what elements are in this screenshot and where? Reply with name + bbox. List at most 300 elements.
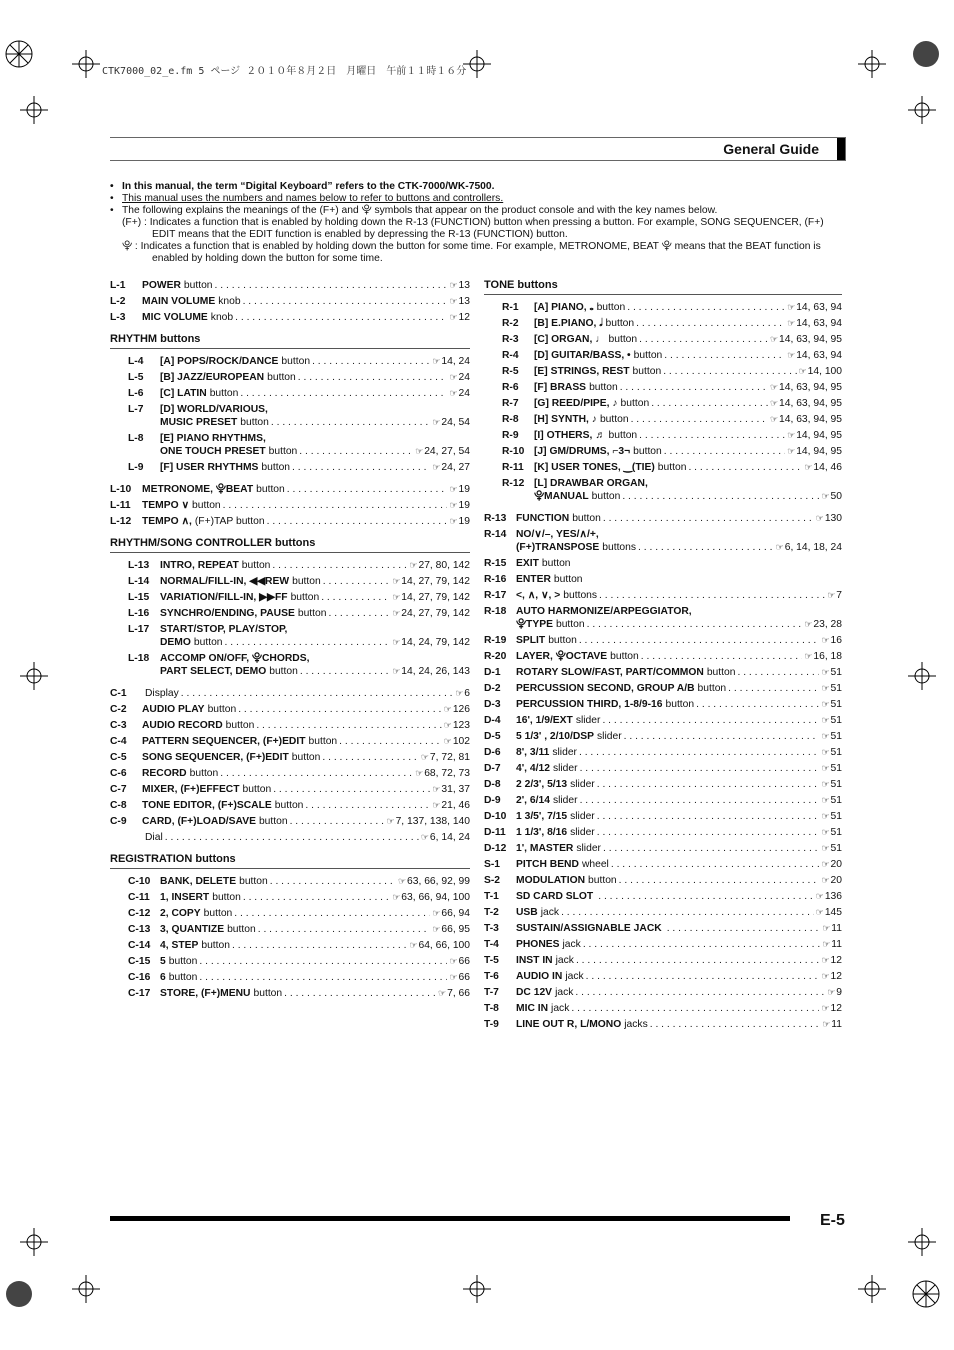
index-entry (110, 311, 470, 324)
page-reference: ☞ 102 (444, 735, 470, 748)
leader-dots (579, 746, 819, 759)
page-reference: ☞ 20 (821, 874, 842, 887)
registration-wheel-icon (5, 40, 33, 68)
page-reference: ☞ 7, 66 (438, 987, 470, 1000)
entry-type: button (553, 574, 583, 585)
page-reference: ☞ 14, 27, 79, 142 (392, 575, 470, 588)
bottom-rule (110, 1216, 790, 1221)
entry-id: C-8 (110, 800, 127, 811)
entry-type: knob (218, 296, 241, 307)
index-entry (484, 512, 842, 525)
page-reference: ☞ 12 (821, 970, 842, 983)
crosshair-icon (20, 96, 48, 124)
leader-dots (667, 922, 821, 935)
leader-dots (650, 1018, 820, 1031)
index-entry (484, 938, 842, 951)
entry-name: 4, STEP (160, 940, 199, 951)
index-entry (110, 767, 470, 780)
entry-name: 1 3/5', 7/15 (516, 811, 568, 822)
entry-name: MIC IN (516, 1003, 549, 1014)
index-entry (484, 445, 842, 458)
page-reference: ☞ 12 (821, 1002, 842, 1015)
leader-dots (580, 794, 820, 807)
page-reference: ☞ 11 (822, 922, 842, 935)
entry-name: LAYER, ⯓OCTAVE (516, 651, 608, 662)
entry-name: MIXER, (F+)EFFECT (142, 784, 240, 795)
leader-dots (587, 618, 803, 631)
page-reference: ☞ 14, 63, 94, 95 (770, 397, 842, 410)
page-reference: ☞ 7 (827, 589, 842, 602)
page-reference: ☞ 9 (827, 986, 842, 999)
entry-type: buttons (602, 542, 637, 553)
index-entry (484, 477, 842, 503)
entry-type: jack (551, 1003, 570, 1014)
entry-id: C-12 (128, 908, 151, 919)
entry-id: L-11 (110, 500, 131, 511)
entry-name: MUSIC PRESET (160, 417, 238, 428)
crosshair-icon (72, 50, 100, 78)
entry-name: AUDIO RECORD (142, 720, 223, 731)
page-reference: ☞ 14, 27, 79, 142 (392, 591, 470, 604)
leader-dots (234, 907, 430, 920)
index-entry (484, 333, 842, 346)
page-reference: ☞ 12 (821, 954, 842, 967)
leader-dots (571, 1002, 819, 1015)
entry-type: button (281, 356, 311, 367)
index-entry (484, 810, 842, 823)
entry-id: R-17 (484, 590, 507, 601)
page-reference: ☞ 7, 72, 81 (421, 751, 470, 764)
entry-name: DC 12V (516, 987, 553, 998)
entry-id: L-3 (110, 312, 126, 323)
entry-id: L-18 (128, 653, 150, 664)
index-entry (484, 826, 842, 839)
page-reference: ☞ 66, 95 (432, 923, 470, 936)
title-bar-tab (837, 138, 845, 160)
intro-note: (F+) : Indicates a function that is enabled by holding down the R-13 (FUNCTION) button when pressing a button. For example, SONG SEQUENCER, (F+) EDIT means that the EDIT function is enabled by depressing the R-13 (FUNCTION) button. (122, 217, 824, 240)
index-entry (110, 799, 470, 812)
intro-note: ⯓ : Indicates a function that is enabled by holding down the button for some time. For example, METRONOME, BEAT ⯓ means that the BEAT function is enabled by holding down the button for some time. (122, 241, 821, 264)
entry-name: LINE OUT R, L/MONO (516, 1019, 622, 1030)
page-reference: ☞ 126 (444, 703, 470, 716)
entry-type: jack (562, 939, 581, 950)
page-reference: ☞ 23, 28 (804, 618, 842, 631)
entry-type: button (225, 720, 255, 731)
page-reference: ☞ 14, 100 (799, 365, 842, 378)
leader-dots (321, 591, 390, 604)
entry-name: [A] POPS/ROCK/DANCE (160, 356, 279, 367)
entry-id: D-2 (484, 683, 501, 694)
index-entry (110, 783, 470, 796)
entry-name: ⯓TYPE (516, 619, 553, 630)
leader-dots (599, 589, 825, 602)
entry-type: button (239, 876, 268, 887)
page-reference: ☞ 7, 137, 138, 140 (386, 815, 470, 828)
entry-name: [G] REED/PIPE, ♪ (534, 398, 618, 409)
entry-name: AUDIO PLAY (142, 704, 205, 715)
leader-dots (631, 413, 768, 426)
entry-id: T-2 (484, 907, 499, 918)
entry-name: TEMPO ∧, (142, 516, 192, 527)
entry-type: slider (570, 811, 595, 822)
leader-dots (220, 767, 413, 780)
leader-dots (328, 607, 390, 620)
entry-type: buttons (563, 590, 598, 601)
file-header: CTK7000_02_e.fm 5 ページ ２０１０年８月２日 月曜日 午前１１時１６分 (102, 66, 467, 77)
entry-name: STORE, (F+)MENU (160, 988, 251, 999)
entry-id: T-3 (484, 923, 499, 934)
entry-name: CARD, (F+)LOAD/SAVE (142, 816, 256, 827)
leader-dots (696, 698, 819, 711)
leader-dots (225, 636, 391, 649)
registration-dot-icon (912, 40, 940, 68)
entry-type: button (589, 382, 618, 393)
page-reference: ☞ 14, 94, 95 (787, 429, 842, 442)
page-reference: ☞ 14, 63, 94 (787, 317, 842, 330)
entry-id: L-13 (128, 560, 150, 571)
index-entry (484, 1002, 842, 1015)
entry-name: PATTERN SEQUENCER, (F+)EDIT (142, 736, 306, 747)
entry-name: INTRO, REPEAT (160, 560, 239, 571)
index-entry (484, 365, 842, 378)
entry-type: button (591, 491, 621, 502)
leader-dots (597, 810, 820, 823)
entry-name: DEMO (160, 637, 191, 648)
leader-dots (636, 317, 785, 330)
leader-dots (271, 416, 430, 429)
entry-type: button (308, 736, 338, 747)
page-reference: ☞ 14, 63, 94 (787, 349, 842, 362)
index-entry (484, 954, 842, 967)
entry-id: R-2 (502, 318, 519, 329)
entry-name: BANK, DELETE (160, 876, 237, 887)
entry-name: 6 (160, 972, 166, 983)
entry-id: L-9 (128, 462, 144, 473)
index-entry (110, 687, 470, 700)
leader-dots (579, 634, 820, 647)
index-entry (110, 371, 470, 384)
leader-dots (580, 762, 820, 775)
entry-name: 2, COPY (160, 908, 201, 919)
crosshair-icon (463, 50, 491, 78)
index-entry (484, 842, 842, 855)
entry-name: <, ∧, ∨, > (516, 590, 561, 601)
entry-name: 2 2/3', 5/13 (516, 779, 568, 790)
page-reference: ☞ 19 (449, 499, 470, 512)
index-entry (110, 515, 470, 528)
entry-type: button (665, 699, 695, 710)
entry-name: FUNCTION (516, 513, 570, 524)
page-reference: ☞ 63, 66, 92, 99 (398, 875, 470, 888)
entry-type: button (608, 430, 638, 441)
crosshair-icon (72, 1275, 100, 1303)
entry-type: button (268, 446, 298, 457)
leader-dots (299, 445, 413, 458)
crosshair-icon (858, 50, 886, 78)
page-reference: ☞ 6 (455, 687, 470, 700)
entry-id: L-1 (110, 280, 126, 291)
page-number: E-5 (820, 1212, 845, 1229)
entry-name: AUDIO IN (516, 971, 563, 982)
index-entry (110, 971, 470, 984)
entry-type: button (292, 576, 321, 587)
leader-dots (688, 461, 802, 474)
index-entry (110, 939, 470, 952)
leader-dots (322, 751, 418, 764)
crosshair-icon (20, 662, 48, 690)
page-reference: ☞ 21, 46 (432, 799, 470, 812)
entry-id: R-15 (484, 558, 507, 569)
entry-name: SONG SEQUENCER, (F+)EDIT (142, 752, 289, 763)
entry-name: [E] STRINGS, REST (534, 366, 630, 377)
entry-id: C-14 (128, 940, 151, 951)
leader-dots (300, 665, 390, 678)
entry-name: 4', 4/12 (516, 763, 550, 774)
entry-id: C-3 (110, 720, 127, 731)
entry-name: [I] OTHERS, ♬ (534, 430, 606, 441)
page-reference: ☞ 13 (449, 295, 470, 308)
leader-dots (641, 650, 803, 663)
page-reference: ☞ 51 (821, 730, 842, 743)
entry-id: C-4 (110, 736, 127, 747)
page-reference: ☞ 64, 66, 100 (409, 939, 470, 952)
entry-type: button (227, 924, 256, 935)
entry-name: SPLIT (516, 635, 546, 646)
index-entry (484, 698, 842, 711)
entry-id: D-1 (484, 667, 501, 678)
page-reference: ☞ 66 (449, 971, 470, 984)
page-reference: ☞ 51 (821, 698, 842, 711)
page-reference: ☞ 12 (449, 311, 470, 324)
index-entry (484, 317, 842, 330)
page-reference: ☞ 19 (449, 483, 470, 496)
entry-name: METRONOME, ⯓BEAT (142, 484, 254, 495)
entry-name: PART SELECT, DEMO (160, 666, 267, 677)
index-entry (484, 986, 842, 999)
index-entry (484, 874, 842, 887)
entry-type: knob (210, 312, 234, 323)
entry-id: L-7 (128, 404, 144, 415)
entry-type: button (189, 768, 219, 779)
leader-dots (575, 986, 825, 999)
entry-name: [D] GUITAR/BASS, • (534, 350, 631, 361)
entry-id: L-4 (128, 356, 144, 367)
entry-id: R-10 (502, 446, 525, 457)
leader-dots (597, 826, 820, 839)
entry-name: EXIT (516, 558, 539, 569)
left-column (110, 279, 470, 1009)
entry-name: [C] LATIN (160, 388, 207, 399)
index-entry (110, 623, 470, 649)
page-reference: ☞ 51 (821, 794, 842, 807)
leader-dots (238, 703, 442, 716)
page-reference: ☞ 68, 72, 73 (415, 767, 470, 780)
entry-type: button (168, 972, 198, 983)
index-entry (484, 762, 842, 775)
entry-id: R-9 (502, 430, 519, 441)
page-reference: ☞ 19 (449, 515, 470, 528)
page-reference: ☞ 51 (821, 826, 842, 839)
index-entry (484, 349, 842, 362)
entry-name: SYNCHRO/ENDING, PAUSE (160, 608, 295, 619)
entry-id: D-4 (484, 715, 501, 726)
entry-name: [F] USER RHYTHMS (160, 462, 259, 473)
page-reference: ☞ 14, 63, 94, 95 (770, 333, 842, 346)
leader-dots (611, 858, 820, 871)
entry-type: Display (145, 688, 179, 699)
index-entry (110, 703, 470, 716)
entry-name: 5 1/3' , 2/10/DSP (516, 731, 595, 742)
entry-type: button (620, 398, 650, 409)
entry-name: (F+)TRANSPOSE (516, 542, 600, 553)
index-entry (110, 403, 470, 429)
entry-id: C-15 (128, 956, 151, 967)
entry-id: L-2 (110, 296, 126, 307)
index-entry (110, 295, 470, 308)
page-reference: ☞ 51 (821, 746, 842, 759)
entry-type: button (657, 462, 687, 473)
entry-id: D-9 (484, 795, 501, 806)
entry-name-line1: START/STOP, PLAY/STOP, (160, 624, 288, 635)
entry-name: ⯓MANUAL (534, 491, 589, 502)
entry-type: Dial (145, 832, 163, 843)
entry-id: D-8 (484, 779, 501, 790)
entry-id: L-17 (128, 624, 150, 635)
entry-id: R-13 (484, 513, 507, 524)
entry-type: button (193, 637, 223, 648)
entry-type: button (256, 484, 285, 495)
section-heading: RHYTHM/SONG CONTROLLER buttons (110, 537, 470, 553)
entry-id: L-10 (110, 484, 132, 495)
leader-dots (624, 730, 820, 743)
entry-id: C-10 (128, 876, 151, 887)
entry-name: PITCH BEND (516, 859, 579, 870)
entry-id: C-9 (110, 816, 127, 827)
entry-id: D-5 (484, 731, 501, 742)
section-title-bar (110, 137, 846, 161)
entry-id: T-4 (484, 939, 499, 950)
leader-dots (267, 515, 448, 528)
page-reference: ☞ 13 (449, 279, 470, 292)
page-reference: ☞ 16 (821, 634, 842, 647)
entry-type: button (297, 608, 327, 619)
index-entry (110, 432, 470, 458)
index-entry (484, 906, 842, 919)
entry-type: slider (597, 731, 622, 742)
leader-dots (305, 799, 430, 812)
entry-name-line1: ACCOMP ON/OFF, ⯓CHORDS, (160, 653, 310, 664)
entry-id: L-15 (128, 592, 150, 603)
leader-dots (603, 842, 819, 855)
crosshair-icon (20, 1228, 48, 1256)
index-entry (484, 634, 842, 647)
page-reference: ☞ 6, 14, 18, 24 (776, 541, 842, 554)
entry-type: button (608, 334, 638, 345)
leader-dots (235, 311, 447, 324)
leader-dots (292, 461, 430, 474)
index-entry (484, 397, 842, 410)
page-reference: ☞ 14, 63, 94, 95 (770, 381, 842, 394)
entry-id: D-3 (484, 699, 501, 710)
entry-name: TONE EDITOR, (F+)SCALE (142, 800, 272, 811)
index-entry (110, 923, 470, 936)
entry-id: L-5 (128, 372, 144, 383)
entry-type: button (555, 619, 585, 630)
entry-type: button (240, 417, 269, 428)
entry-type: button (183, 280, 213, 291)
index-entry (484, 429, 842, 442)
index-entry (484, 557, 842, 570)
page-reference: ☞ 51 (821, 762, 842, 775)
entry-id: T-9 (484, 1019, 499, 1030)
leader-dots (664, 349, 785, 362)
page-reference: ☞ 11 (822, 1018, 842, 1031)
leader-dots (586, 970, 820, 983)
page-reference: ☞ 24, 27, 79, 142 (392, 607, 470, 620)
page-reference: ☞ 50 (821, 490, 842, 503)
entry-id: T-7 (484, 987, 499, 998)
entry-id: S-2 (484, 875, 501, 886)
page-reference: ☞ 6, 14, 24 (421, 831, 470, 844)
entry-id: C-5 (110, 752, 127, 763)
entry-id: R-18 (484, 606, 507, 617)
section-heading: TONE buttons (484, 279, 842, 295)
intro-notes (110, 181, 845, 265)
leader-dots (583, 938, 820, 951)
entry-name: 8', 3/11 (516, 747, 550, 758)
entry-type: button (605, 318, 635, 329)
entry-id: D-12 (484, 843, 507, 854)
entry-id: L-6 (128, 388, 144, 399)
entry-type: slider (552, 763, 578, 774)
entry-name: PHONES (516, 939, 560, 950)
page-reference: ☞ 24 (449, 371, 470, 384)
entry-type: button (207, 704, 237, 715)
page-reference: ☞ 14, 24 (432, 355, 470, 368)
leader-dots (199, 971, 447, 984)
leader-dots (287, 483, 448, 496)
leader-dots (323, 575, 390, 588)
page-reference: ☞ 66 (449, 955, 470, 968)
entry-id: C-13 (128, 924, 151, 935)
index-entry (484, 858, 842, 871)
entry-name: 2', 6/14 (516, 795, 550, 806)
intro-line: • The following explains the meanings of the (F+) and ⯓ symbols that appear on the product console and with the key names below. (110, 205, 845, 217)
entry-id: L-14 (128, 576, 150, 587)
entry-type: slider (570, 779, 595, 790)
entry-id: D-6 (484, 747, 501, 758)
entry-type: slider (570, 827, 595, 838)
leader-dots (728, 682, 819, 695)
entry-type: button (241, 560, 271, 571)
index-entry (110, 751, 470, 764)
leader-dots (243, 891, 390, 904)
entry-id: T-1 (484, 891, 499, 902)
entry-type: button (212, 892, 241, 903)
entry-type: button (633, 446, 662, 457)
entry-type: button (253, 988, 283, 999)
entry-id: R-4 (502, 350, 519, 361)
entry-name: [C] ORGAN, ♩ (534, 334, 606, 345)
entry-id: C-16 (128, 972, 151, 983)
index-entry (484, 666, 842, 679)
entry-name: 1, INSERT (160, 892, 210, 903)
entry-id: R-6 (502, 382, 519, 393)
leader-dots (651, 397, 768, 410)
entry-type: button (599, 414, 629, 425)
entry-type: jacks (624, 1019, 648, 1030)
leader-dots (597, 778, 820, 791)
